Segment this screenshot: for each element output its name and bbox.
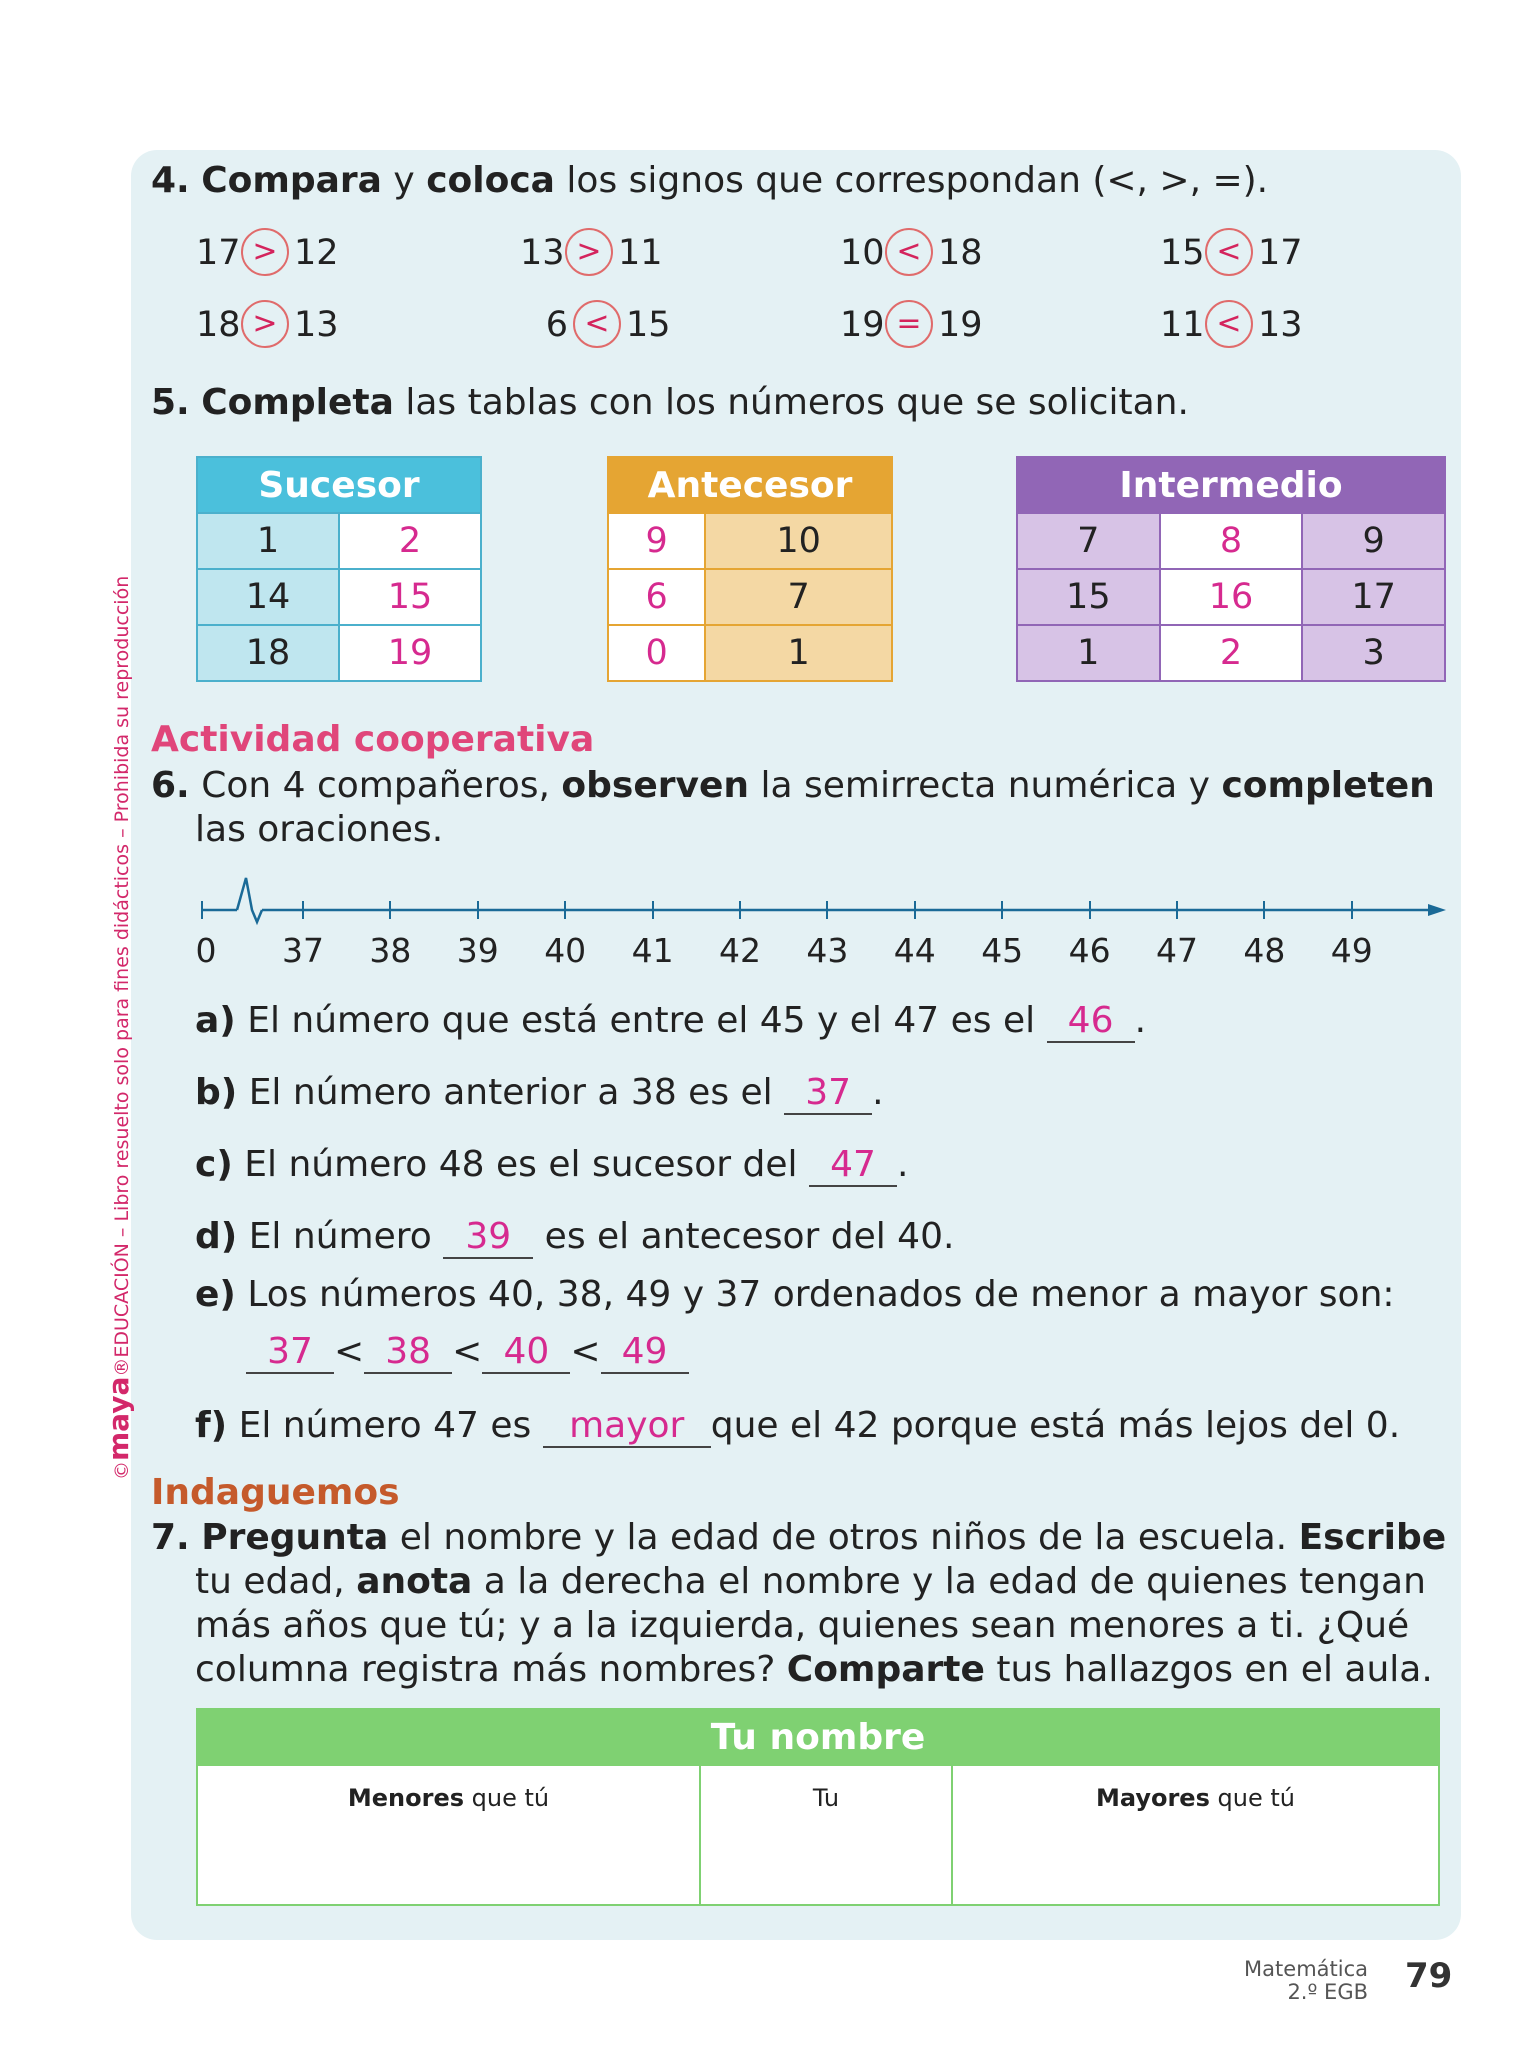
cmp-right: 17 [1258,233,1303,273]
ex4-instruction: 4. Compara y coloca los signos que correspondan (<, >, =). [151,160,1269,201]
number-line-tick [564,901,566,919]
number-line-label: 43 [806,931,849,970]
number-line-tick [826,901,828,919]
given-cell: 10 [705,513,892,569]
given-cell: 3 [1302,625,1445,681]
sentence-b: b) El número anterior a 38 es el 37 . [195,1072,884,1113]
number-line-label: 41 [631,931,674,970]
indag-title: Indaguemos [151,1472,400,1513]
ex6-instruction-line1: 6. Con 4 compañeros, observen la semirrecta numérica y completen [151,765,1435,806]
cmp-left: 15 [1160,233,1205,273]
ex7-line2: tu edad, anota a la derecha el nombre y la edad de quienes tengan [195,1561,1426,1602]
number-line-tick [1001,901,1003,919]
comparison-sign[interactable]: = [885,300,933,348]
answer-d[interactable]: 39 [443,1219,533,1259]
number-line-label: 47 [1156,931,1198,970]
answer-cell[interactable]: 6 [608,569,705,625]
sentence-e-answers: 37 < 38 < 40 < 49 [246,1334,689,1374]
ex7-line1: 7. Pregunta el nombre y la edad de otros niños de la escuela. Escribe [151,1517,1447,1558]
older-column[interactable]: Mayores que tú [1096,1784,1295,1812]
cmp-right: 13 [1258,305,1303,345]
ex7-line3: más años que tú; y a la izquierda, quienes sean menores a ti. ¿Qué [195,1605,1410,1646]
number-line-label: 38 [369,931,412,970]
page-number: 79 [1405,1956,1453,1996]
given-cell: 1 [197,513,339,569]
given-cell: 1 [705,625,892,681]
number-line-label: 46 [1068,931,1111,970]
name-table [196,1708,1440,1906]
comparison-item [840,230,983,278]
number-line-tick [389,901,391,919]
sentence-d: d) El número 39 es el antecesor del 40. [195,1216,955,1257]
number-line-label: 40 [544,931,587,970]
younger-column[interactable]: Menores que tú [198,1766,701,1904]
sentence-e: e) Los números 40, 38, 49 y 37 ordenados de menor a mayor son: [195,1274,1395,1315]
answer-b[interactable]: 37 [784,1075,872,1115]
comparison-item [1160,230,1303,278]
footer-subject: Matemática 2.º EGB [1244,1957,1368,2005]
cmp-left: 13 [520,233,565,273]
comparison-item [196,230,339,278]
name-table-title: Tu nombre [198,1710,1438,1766]
cmp-right: 11 [618,233,663,273]
you-column[interactable]: Tu [701,1766,953,1904]
comparison-sign[interactable]: > [565,228,613,276]
comparison-sign[interactable]: > [241,228,289,276]
number-line-tick [1176,901,1178,919]
given-cell: 9 [1302,513,1445,569]
comparison-item [196,302,339,350]
intermedio-table [1016,456,1446,682]
intermedio-header: Intermedio [1017,457,1445,513]
answer-cell[interactable]: 0 [608,625,705,681]
comparison-item [520,230,663,278]
copyright-side-note: ©maya®EDUCACIÓN – Libro resuelto solo para fines didácticos – Prohibida su reproducción [102,575,135,1480]
sentence-f: f) El número 47 es mayor que el 42 porque está más lejos del 0. [195,1405,1401,1446]
answer-e-4[interactable]: 49 [601,1334,689,1374]
number-line-tick [652,901,654,919]
ex7-line4: columna registra más nombres? Comparte tus hallazgos en el aula. [195,1649,1433,1690]
given-cell: 18 [197,625,339,681]
number-line-tick [1351,901,1353,919]
answer-cell[interactable]: 16 [1160,569,1303,625]
number-line-tick [914,901,916,919]
number-line-tick [302,901,304,919]
answer-cell[interactable]: 9 [608,513,705,569]
sucesor-table [196,456,482,682]
number-line-tick [477,901,479,919]
comparison-item [1160,302,1303,350]
answer-f[interactable]: mayor [543,1408,711,1448]
answer-e-3[interactable]: 40 [482,1334,570,1374]
number-line [190,860,1460,930]
given-cell: 7 [1017,513,1160,569]
cmp-left: 11 [1160,305,1205,345]
answer-e-1[interactable]: 37 [246,1334,334,1374]
number-line-tick [1089,901,1091,919]
number-line-label: 48 [1243,931,1286,970]
sentence-a: a) El número que está entre el 45 y el 47 es el 46 . [195,1000,1147,1041]
ex6-instruction-line2: las oraciones. [195,809,444,850]
cmp-right: 19 [938,305,983,345]
answer-cell[interactable]: 19 [339,625,481,681]
given-cell: 17 [1302,569,1445,625]
sentence-c: c) El número 48 es el sucesor del 47 . [195,1144,909,1185]
sucesor-header: Sucesor [197,457,481,513]
number-line-label: 0 [195,931,217,970]
given-cell: 7 [705,569,892,625]
cmp-right: 12 [294,233,339,273]
comparison-sign[interactable]: < [1205,228,1253,276]
answer-a[interactable]: 46 [1047,1003,1135,1043]
comparison-item [840,302,983,350]
cmp-left: 10 [840,233,885,273]
answer-c[interactable]: 47 [809,1147,897,1187]
cmp-left: 19 [840,305,885,345]
coop-title: Actividad cooperativa [151,719,595,760]
cmp-left: 17 [196,233,241,273]
cmp-right: 13 [294,305,339,345]
number-line-label: 44 [893,931,936,970]
antecesor-table [607,456,893,682]
answer-e-2[interactable]: 38 [364,1334,452,1374]
number-line-label: 39 [456,931,499,970]
number-line-label: 37 [282,931,324,970]
number-line-label: 49 [1330,931,1373,970]
given-cell: 14 [197,569,339,625]
number-line-label: 42 [719,931,761,970]
comparison-sign[interactable]: < [885,228,933,276]
comparison-sign[interactable]: < [573,300,621,348]
antecesor-header: Antecesor [608,457,892,513]
number-line-tick [1263,901,1265,919]
answer-cell[interactable]: 8 [1160,513,1303,569]
number-line-tick [201,901,203,919]
cmp-right: 15 [626,305,671,345]
comparison-sign[interactable]: > [241,300,289,348]
comparison-sign[interactable]: < [1205,300,1253,348]
number-line-label: 45 [981,931,1024,970]
ex5-instruction: 5. Completa las tablas con los números que se solicitan. [151,382,1189,423]
comparison-item [520,302,671,350]
number-line-tick [739,901,741,919]
answer-cell[interactable]: 2 [339,513,481,569]
answer-cell[interactable]: 15 [339,569,481,625]
cmp-right: 18 [938,233,983,273]
answer-cell[interactable]: 2 [1160,625,1303,681]
cmp-left: 18 [196,305,241,345]
given-cell: 15 [1017,569,1160,625]
given-cell: 1 [1017,625,1160,681]
cmp-left: 6 [545,305,568,345]
